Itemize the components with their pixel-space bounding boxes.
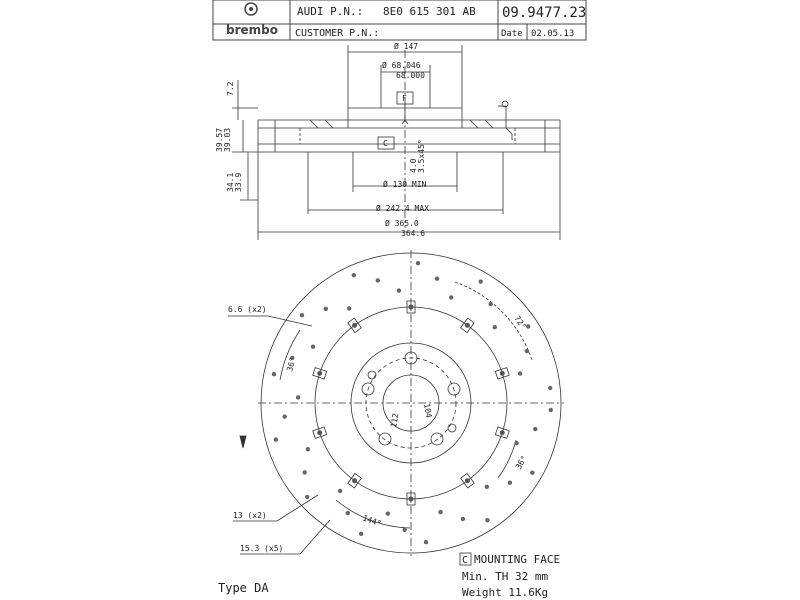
drill-hole (424, 540, 428, 544)
drill-hole (514, 441, 518, 445)
catalog-number: 09.9477.23 (502, 5, 587, 21)
drill-hole (376, 278, 380, 282)
drill-hole (416, 261, 420, 265)
drill-hole (359, 532, 363, 536)
min-thickness-note: Min. TH 32 mm (462, 570, 549, 583)
dim-dia-365-lower: 364.6 (401, 229, 426, 238)
footer-datum-c: C (462, 555, 469, 566)
dim-chamfer-upper: 4.0 (409, 158, 418, 173)
drill-hole (485, 518, 489, 522)
drill-hole (479, 279, 483, 283)
drill-hole (461, 517, 465, 521)
bell-connector (461, 473, 475, 487)
bell-connector (313, 368, 327, 379)
drill-hole (397, 288, 401, 292)
dim-height-7-2: 7.2 (226, 81, 235, 96)
angle-36-right: 36° (513, 453, 529, 471)
drill-hole (300, 313, 304, 317)
drill-hole (508, 481, 512, 485)
bell-connector (313, 427, 327, 438)
drill-hole (548, 386, 552, 390)
angle-72: 72° (512, 313, 529, 331)
drill-hole (311, 345, 315, 349)
drill-hole (530, 471, 534, 475)
drill-hole (449, 295, 453, 299)
label-15-3: 15.3 (x5) (240, 544, 284, 553)
drill-hole (347, 306, 351, 310)
date-label: Date (501, 29, 523, 39)
label-6-6: 6.6 (x2) (228, 305, 267, 314)
pcd-112: 112 (389, 412, 401, 429)
drill-hole (438, 510, 442, 514)
mounting-face-note: MOUNTING FACE (474, 553, 561, 566)
drill-hole (272, 372, 276, 376)
brembo-logo (226, 3, 278, 37)
drill-hole (283, 414, 287, 418)
dim-offset-lower: 33.9 (234, 172, 243, 192)
dim-thick-lower: 39.03 (223, 127, 232, 152)
bolt-hole (379, 433, 391, 445)
drill-hole (549, 408, 553, 412)
drill-hole (324, 307, 328, 311)
bell-connector (461, 318, 475, 332)
bolt-hole (431, 433, 443, 445)
drill-hole (346, 511, 350, 515)
drill-hole (274, 437, 278, 441)
drill-hole (386, 511, 390, 515)
pin-hole (368, 371, 376, 379)
angle-144: 144° (361, 513, 383, 529)
dim-dia-242: Ø 242.4 MAX (376, 204, 429, 213)
brembo-logo-text: brembo (226, 23, 278, 37)
drill-hole (518, 371, 522, 375)
dim-dia-130: Ø 130 MIN (383, 180, 427, 189)
drill-hole (306, 447, 310, 451)
angle-36-left: 36° (285, 356, 298, 373)
drill-hole (493, 325, 497, 329)
plan-view (228, 250, 564, 556)
drill-hole (435, 277, 439, 281)
drill-hole (403, 528, 407, 532)
drill-hole (338, 489, 342, 493)
dim-chamfer-lower: 3.5x45° (417, 139, 426, 173)
drill-hole (489, 302, 493, 306)
part-number-value: 8E0 615 301 AB (383, 5, 476, 18)
dim-dia-147: Ø 147 (394, 42, 419, 51)
drill-hole (296, 395, 300, 399)
dim-dia-68-upper: Ø 68.046 (382, 61, 421, 70)
dim-thick-upper: 39.57 (215, 127, 224, 152)
customer-pn-label: CUSTOMER P.N.: (295, 28, 380, 39)
datum-c-label: C (383, 139, 388, 148)
drill-hole (303, 470, 307, 474)
bell-connector (495, 427, 509, 438)
dim-dia-365-upper: Ø 365.0 (385, 219, 419, 228)
datum-f-label: F (402, 94, 407, 103)
bell-connector (348, 473, 362, 487)
dim-dia-68-lower: 68.000 (396, 71, 425, 80)
part-number-label: AUDI P.N.: (297, 5, 364, 18)
weight-note: Weight 11.6Kg (462, 586, 549, 599)
bell-connector (348, 318, 362, 332)
date-value: 02.05.13 (531, 29, 575, 39)
drill-hole (533, 427, 537, 431)
bell-connector (495, 368, 509, 379)
dim-offset-upper: 34.1 (226, 172, 235, 192)
label-13: 13 (x2) (233, 511, 267, 520)
drill-hole (485, 485, 489, 489)
drill-hole (305, 495, 309, 499)
pin-hole (448, 424, 456, 432)
type-label: Type DA (218, 581, 269, 595)
drill-hole (525, 349, 529, 353)
pcd-104: 104 (422, 402, 434, 419)
drill-hole (352, 273, 356, 277)
